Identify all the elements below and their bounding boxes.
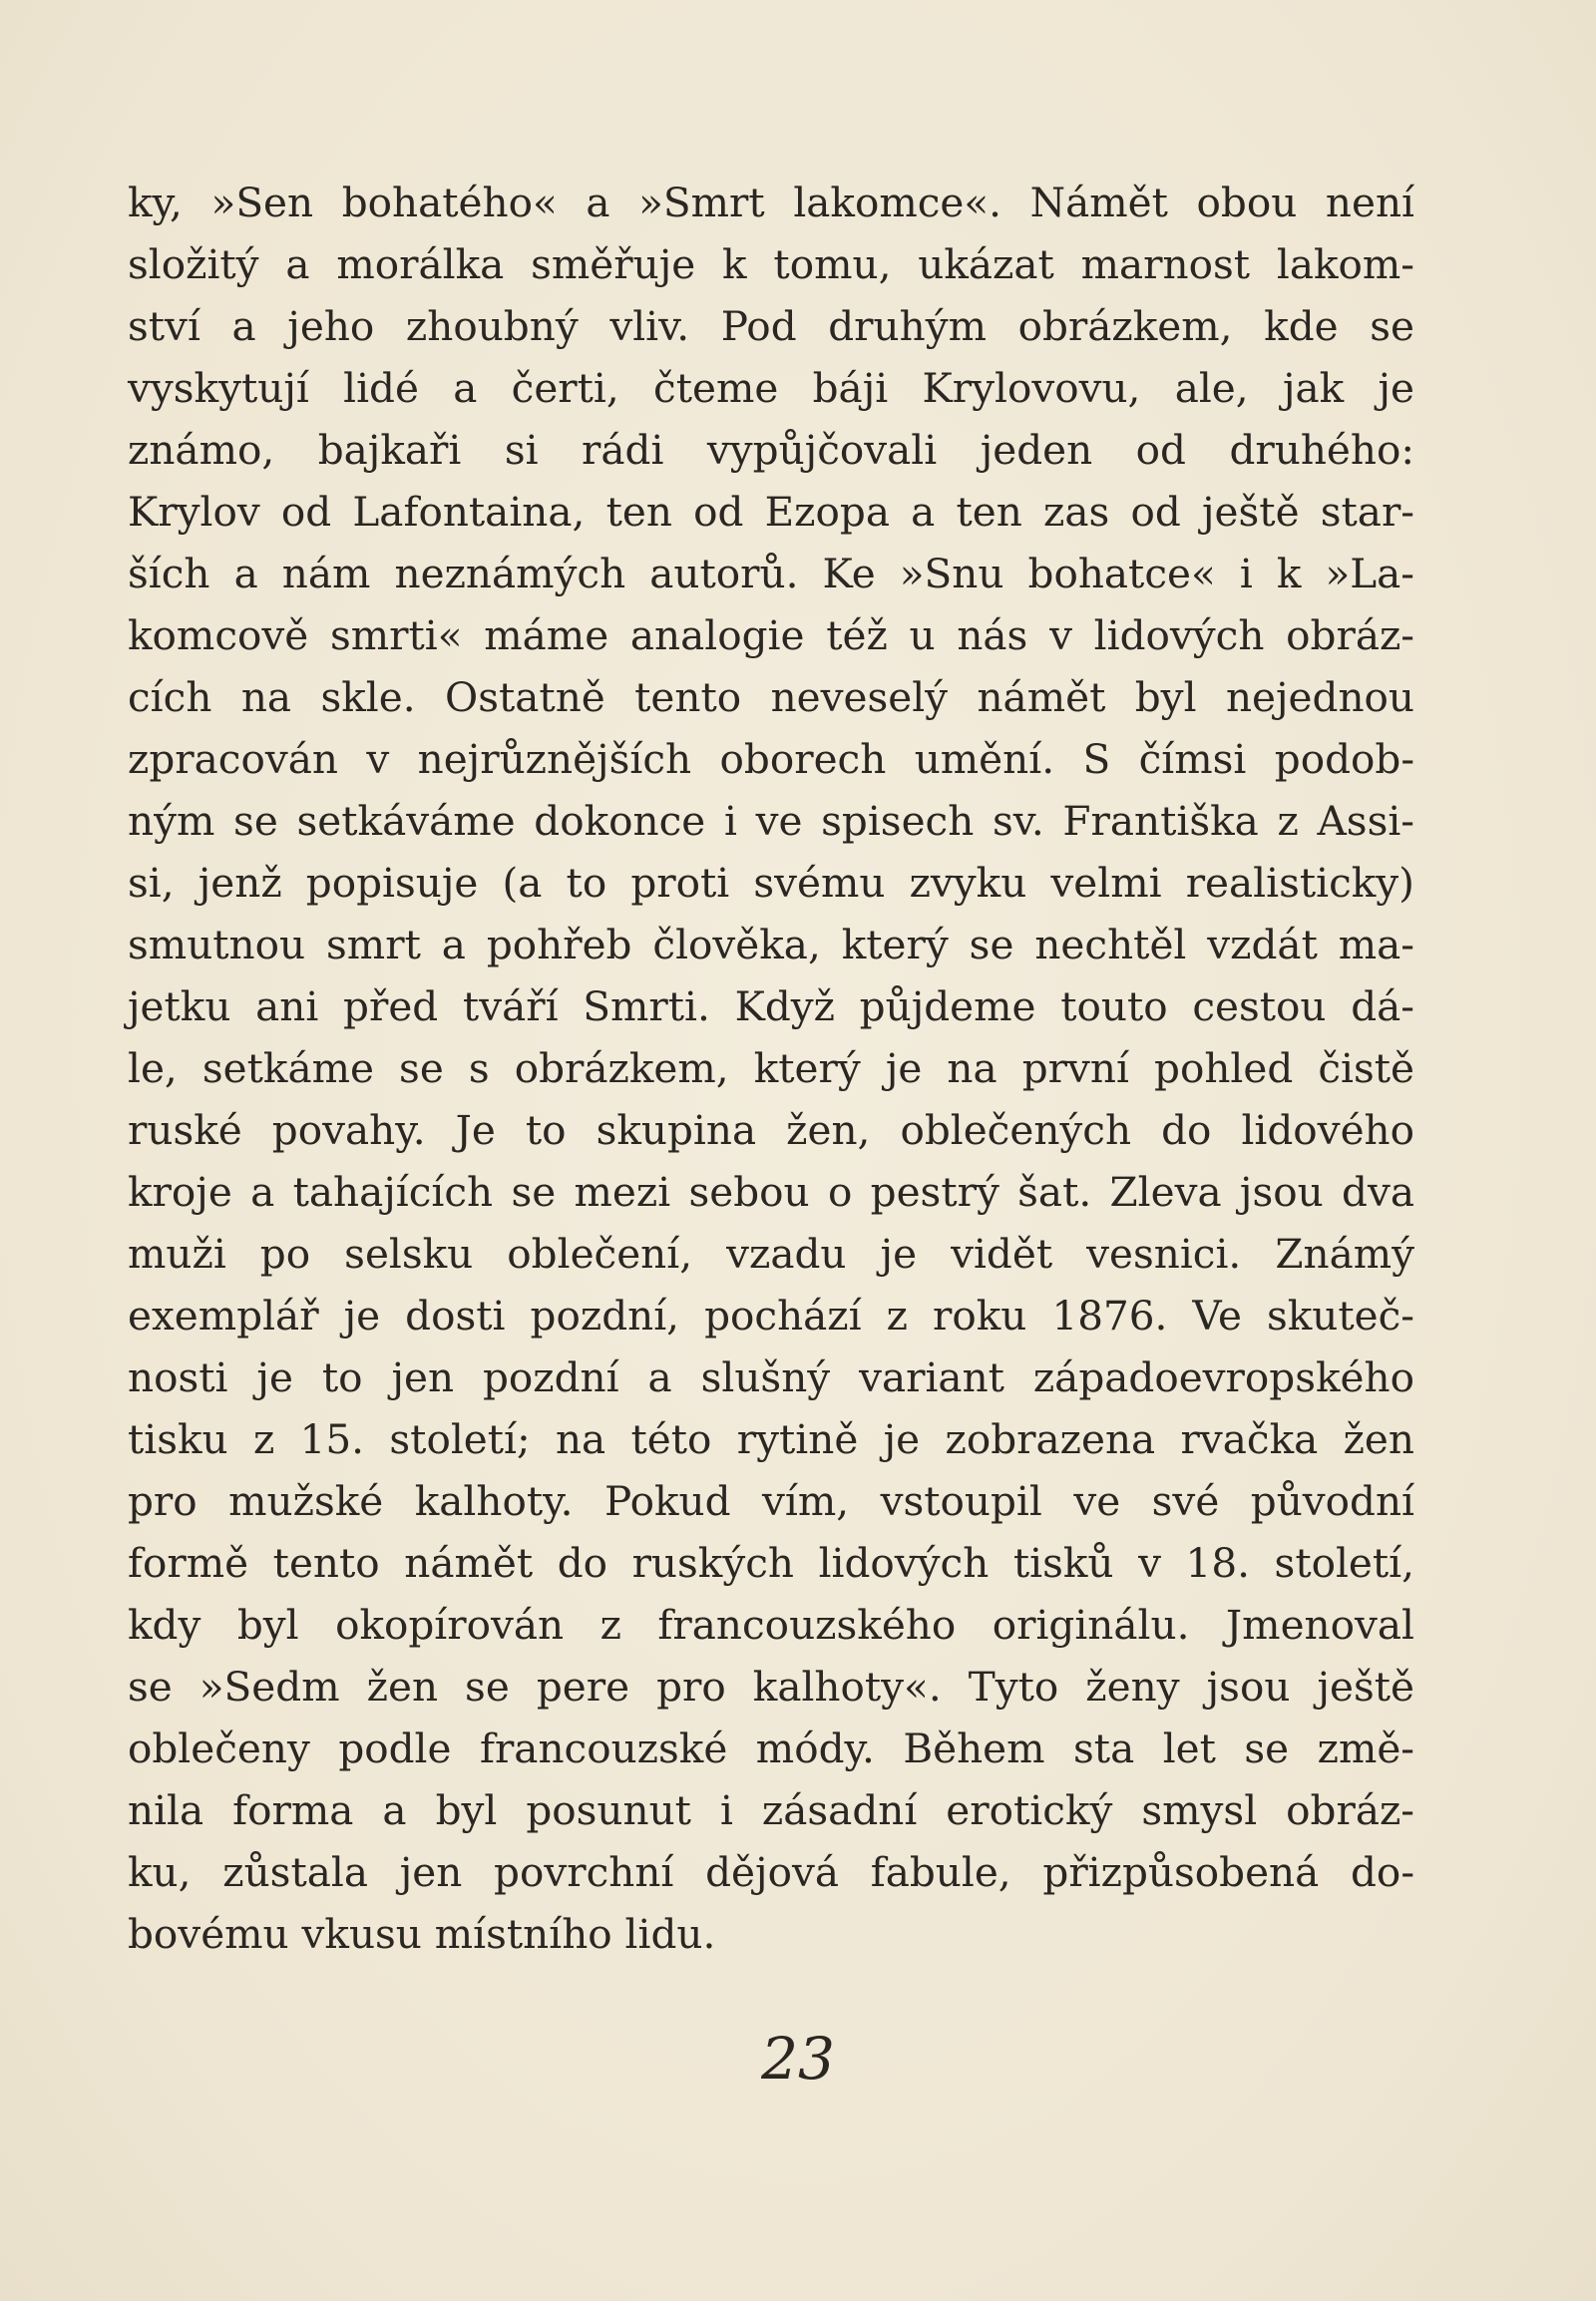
text-line: ným se setkáváme dokonce i ve spisech sv. Františka z Assi- [128, 797, 1414, 845]
text-line: cích na skle. Ostatně tento neveselý námět byl nejednou [128, 673, 1414, 721]
text-line: vyskytují lidé a čerti, čteme báji Krylovovu, ale, jak je [128, 364, 1414, 412]
text-line: ku, zůstala jen povrchní dějová fabule, přizpůsobená do- [128, 1848, 1414, 1896]
text-line: le, setkáme se s obrázkem, který je na první pohled čistě [128, 1044, 1414, 1092]
text-line: známo, bajkaři si rádi vypůjčovali jeden od druhého: [128, 426, 1414, 474]
text-line: bovému vkusu místního lidu. [128, 1910, 716, 1958]
text-line: nosti je to jen pozdní a slušný variant západoevropského [128, 1353, 1414, 1401]
text-line: exemplář je dosti pozdní, pochází z roku 1876. Ve skuteč- [128, 1292, 1414, 1340]
text-line: se »Sedm žen se pere pro kalhoty«. Tyto ženy jsou ještě [128, 1663, 1414, 1711]
text-line: Krylov od Lafontaina, ten od Ezopa a ten zas od ještě star- [128, 488, 1414, 536]
text-line: komcově smrti« máme analogie též u nás v lidových obráz- [128, 611, 1414, 659]
text-line: ky, »Sen bohatého« a »Smrt lakomce«. Námět obou není [128, 179, 1414, 226]
text-line: složitý a morálka směřuje k tomu, ukázat marnost lakom- [128, 240, 1414, 288]
text-line: muži po selsku oblečení, vzadu je vidět vesnici. Známý [128, 1230, 1414, 1278]
text-line: ruské povahy. Je to skupina žen, oblečených do lidového [128, 1106, 1414, 1154]
text-line: zpracován v nejrůznějších oborech umění. S čímsi podob- [128, 735, 1414, 783]
text-line: si, jenž popisuje (a to proti svému zvyku velmi realisticky) [128, 859, 1414, 907]
text-line: formě tento námět do ruských lidových tisků v 18. století, [128, 1539, 1414, 1587]
text-line: oblečeny podle francouzské módy. Během sta let se změ- [128, 1725, 1414, 1772]
text-line: nila forma a byl posunut i zásadní erotický smysl obráz- [128, 1786, 1414, 1834]
text-line: ství a jeho zhoubný vliv. Pod druhým obrázkem, kde se [128, 302, 1414, 350]
text-line: kroje a tahajících se mezi sebou o pestrý šat. Zleva jsou dva [128, 1168, 1414, 1216]
text-line: jetku ani před tváří Smrti. Když půjdeme touto cestou dá- [128, 982, 1414, 1030]
text-line: tisku z 15. století; na této rytině je zobrazena rvačka žen [128, 1415, 1414, 1463]
text-line: smutnou smrt a pohřeb člověka, který se nechtěl vzdát ma- [128, 921, 1414, 968]
page-number: 23 [761, 2025, 835, 2093]
body-text [128, 172, 1414, 1965]
text-line: ších a nám neznámých autorů. Ke »Snu bohatce« i k »La- [128, 550, 1414, 597]
text-line: pro mužské kalhoty. Pokud vím, vstoupil ve své původní [128, 1477, 1414, 1525]
text-line: kdy byl okopírován z francouzského originálu. Jmenoval [128, 1601, 1414, 1649]
